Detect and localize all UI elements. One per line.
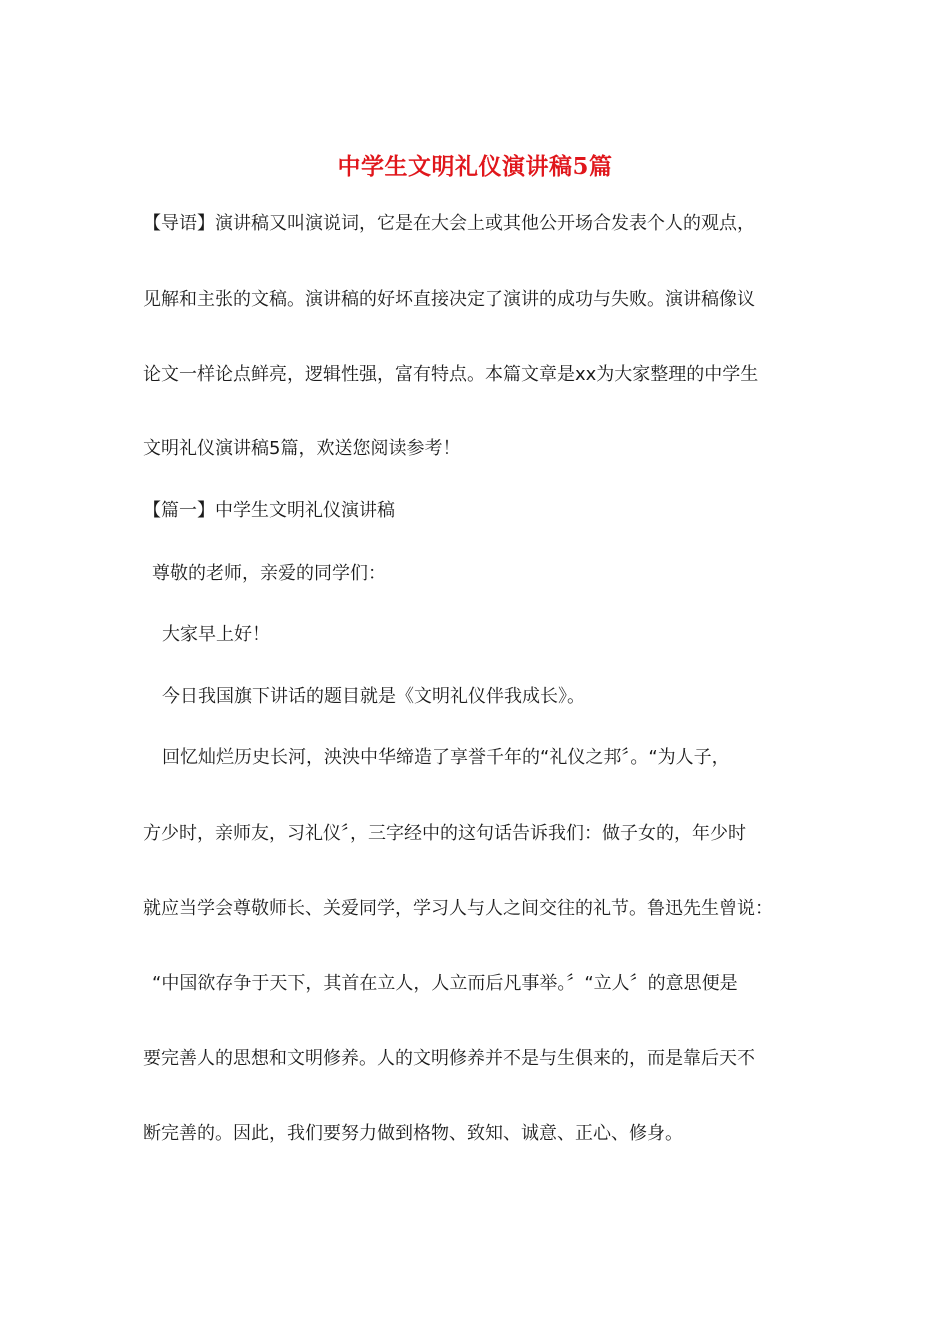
intro-line: 论文一样论点鲜亮，逻辑性强，富有特点。本篇文章是xx为大家整理的中学生 [143,364,759,385]
salutation: 尊敬的老师，亲爱的同学们： [152,563,386,584]
topic-line: 今日我国旗下讲话的题目就是《文明礼仪伴我成长》。 [162,686,585,707]
greeting: 大家早上好！ [162,624,270,645]
intro-line: 文明礼仪演讲稿5篇，欢送您阅读参考！ [143,438,461,459]
body-line: “中国欲存争于天下，其首在立人，人立而后凡事举。〞“立人〞的意思便是 [152,973,738,994]
body-line: 要完善人的思想和文明修养。人的文明修养并不是与生俱来的，而是靠后天不 [143,1048,755,1069]
intro-line: 【导语】演讲稿又叫演说词，它是在大会上或其他公开场合发表个人的观点， [143,213,755,234]
body-line: 方少时，亲师友，习礼仪〞，三字经中的这句话告诉我们：做子女的，年少时 [143,823,746,844]
section-heading: 【篇一】中学生文明礼仪演讲稿 [143,500,395,521]
body-line: 回忆灿烂历史长河，泱泱中华缔造了享誉千年的“礼仪之邦〞。“为人子， [162,747,730,768]
body-line: 断完善的。因此，我们要努力做到格物、致知、诚意、正心、修身。 [143,1123,683,1144]
intro-line: 见解和主张的文稿。演讲稿的好坏直接决定了演讲的成功与失败。演讲稿像议 [143,289,755,310]
body-line: 就应当学会尊敬师长、关爱同学，学习人与人之间交往的礼节。鲁迅先生曾说： [143,898,773,919]
page-title: 中学生文明礼仪演讲稿5篇 [337,153,613,180]
